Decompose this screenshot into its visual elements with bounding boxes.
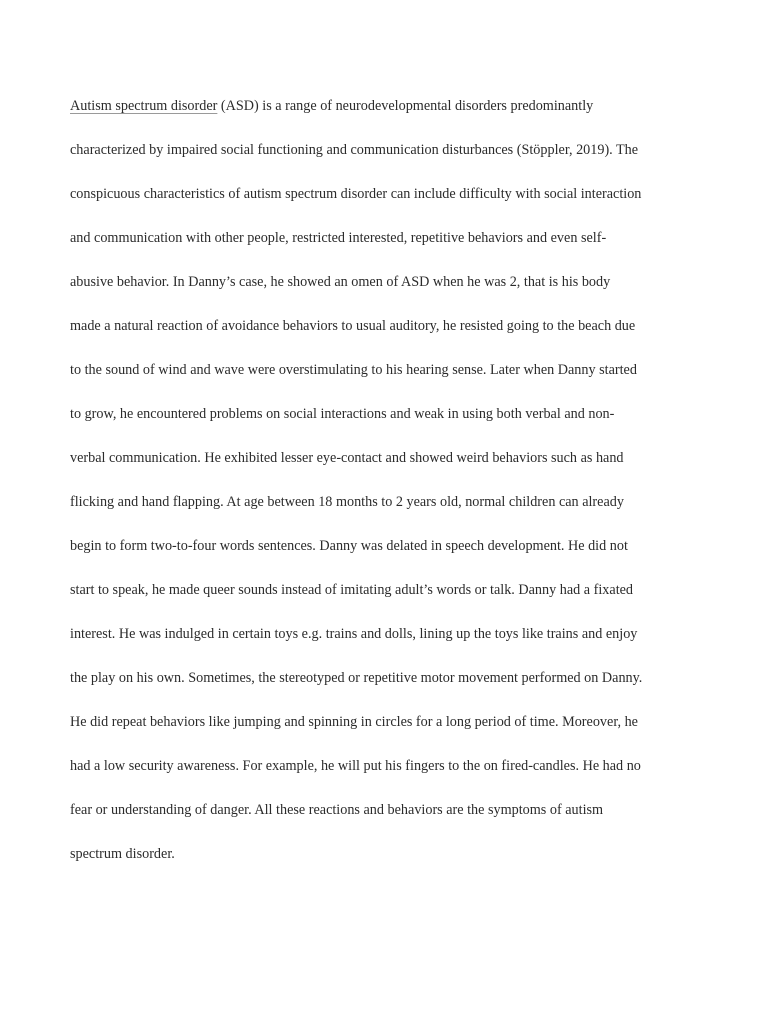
paragraph-line: abusive behavior. In Danny’s case, he showed an omen of ASD when he was 2, that is his body [70,274,611,290]
paragraph-line: start to speak, he made queer sounds instead of imitating adult’s words or talk. Danny had a fixated [70,582,634,598]
paragraph-line: spectrum disorder. [70,846,175,862]
paragraph-line: He did repeat behaviors like jumping and spinning in circles for a long period of time. Moreover, he [70,714,638,730]
paragraph-line: to the sound of wind and wave were overstimulating to his hearing sense. Later when Danny started [70,362,637,378]
paragraph-line [70,92,700,136]
body-paragraph [70,92,700,884]
paragraph-line: made a natural reaction of avoidance behaviors to usual auditory, he resisted going to the beach due [70,318,636,334]
lead-term: Autism spectrum disorder [70,98,218,114]
paragraph-line: characterized by impaired social functioning and communication disturbances (Stöppler, 2019). The [70,142,639,158]
paragraph-line: interest. He was indulged in certain toys e.g. trains and dolls, lining up the toys like trains and enjoy [70,626,638,642]
paragraph-line: flicking and hand flapping. At age between 18 months to 2 years old, normal children can already [70,494,624,510]
paragraph-line: to grow, he encountered problems on social interactions and weak in using both verbal and non- [70,406,615,422]
paragraph-line: had a low security awareness. For example, he will put his fingers to the on fired-candles. He had no [70,758,641,774]
paragraph-line: the play on his own. Sometimes, the stereotyped or repetitive motor movement performed on Danny. [70,670,643,686]
paragraph-line: conspicuous characteristics of autism spectrum disorder can include difficulty with social interaction [70,186,642,202]
paragraph-line: begin to form two-to-four words sentences. Danny was delated in speech development. He did not [70,538,628,554]
paragraph-line: verbal communication. He exhibited lesser eye-contact and showed weird behaviors such as hand [70,450,624,466]
paragraph-line: and communication with other people, restricted interested, repetitive behaviors and even self- [70,230,607,246]
paragraph-line: fear or understanding of danger. All these reactions and behaviors are the symptoms of autism [70,802,604,818]
paragraph-line-text: (ASD) is a range of neurodevelopmental disorders predominantly [217,98,594,114]
